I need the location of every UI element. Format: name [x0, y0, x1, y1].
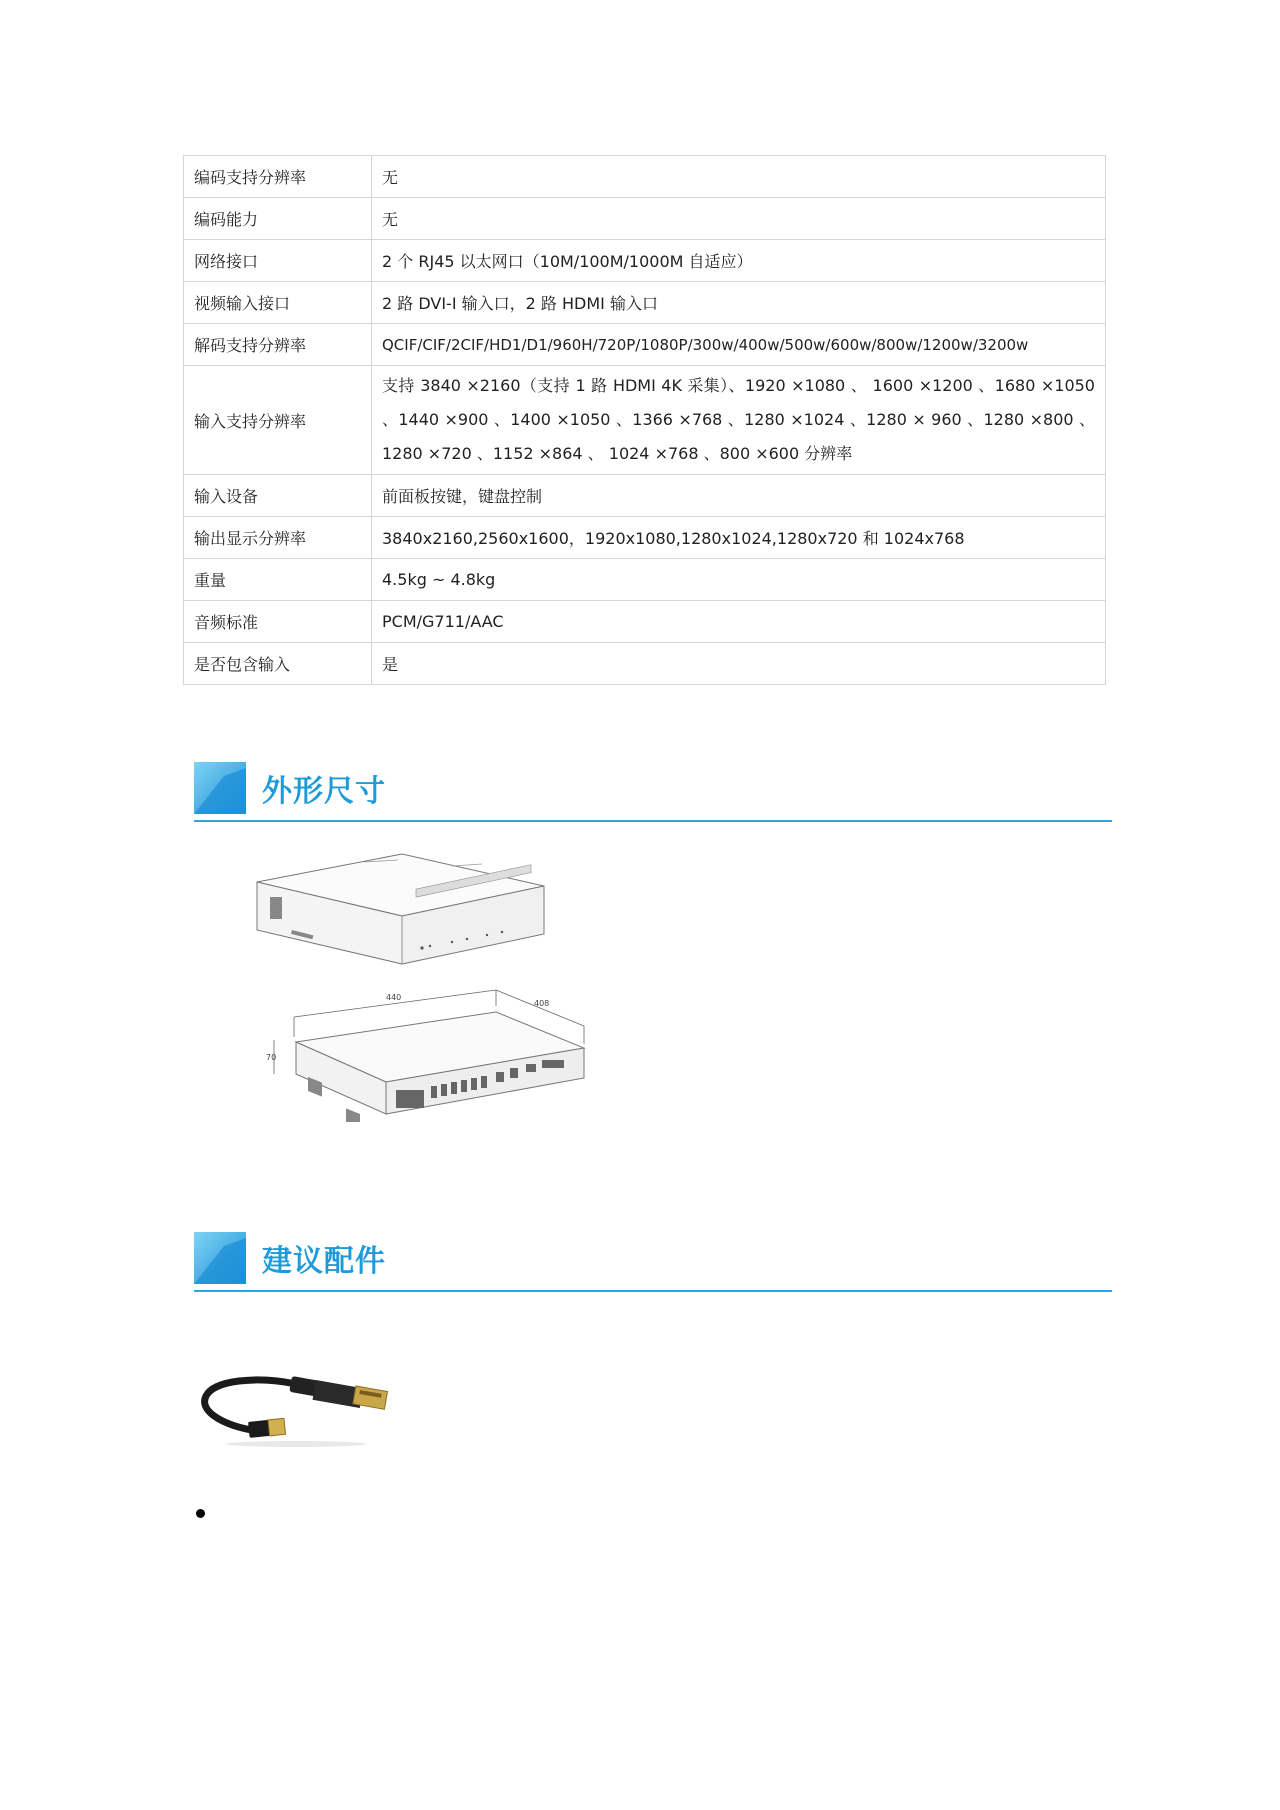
- spec-value: 无: [372, 198, 1106, 240]
- spec-key: 输出显示分辨率: [184, 517, 372, 559]
- spec-key: 输入支持分辨率: [184, 366, 372, 475]
- spec-value: 支持 3840 ×2160（支持 1 路 HDMI 4K 采集）、1920 ×1080 、 1600 ×1200 、1680 ×1050 、1440 ×900 、1400 ×1050 、1366 ×768 、1280 ×1024 、1280 × 960 、1280 ×800 、1280 ×720 、1152 ×864 、 1024 ×768 、800 ×600 分辨率: [372, 366, 1106, 475]
- section-divider: [194, 820, 1112, 822]
- section-badge-icon: [194, 1232, 246, 1284]
- spec-value: 3840x2160,2560x1600，1920x1080,1280x1024,1280x720 和 1024x768: [372, 517, 1106, 559]
- spec-row: [184, 324, 1106, 366]
- dimension-height-label: 70: [266, 1053, 277, 1062]
- dimension-width-label: 440: [386, 993, 402, 1002]
- spec-value: PCM/G711/AAC: [372, 601, 1106, 643]
- section-dimensions-header: [194, 762, 1112, 822]
- spec-row: [184, 601, 1106, 643]
- spec-row: [184, 366, 1106, 475]
- spec-value: QCIF/CIF/2CIF/HD1/D1/960H/720P/1080P/300w/400w/500w/600w/800w/1200w/3200w: [372, 324, 1106, 366]
- spec-value: 无: [372, 156, 1106, 198]
- spec-row: [184, 643, 1106, 685]
- spec-key: 音频标准: [184, 601, 372, 643]
- spec-row: [184, 559, 1106, 601]
- spec-key: 网络接口: [184, 240, 372, 282]
- spec-row: [184, 240, 1106, 282]
- hdmi-dvi-cable-image: [196, 1350, 401, 1450]
- dimension-depth-label: 408: [534, 999, 550, 1008]
- spec-value: 4.5kg ~ 4.8kg: [372, 559, 1106, 601]
- section-title: 外形尺寸: [262, 774, 386, 809]
- spec-value: 前面板按键，键盘控制: [372, 475, 1106, 517]
- spec-key: 编码支持分辨率: [184, 156, 372, 198]
- list-bullet: [196, 1509, 205, 1518]
- spec-key: 重量: [184, 559, 372, 601]
- spec-row: [184, 156, 1106, 198]
- spec-value: 是: [372, 643, 1106, 685]
- device-top-view: [252, 852, 552, 982]
- spec-key: 视频输入接口: [184, 282, 372, 324]
- spec-key: 解码支持分辨率: [184, 324, 372, 366]
- spec-key: 是否包含输入: [184, 643, 372, 685]
- spec-value: 2 路 DVI-I 输入口，2 路 HDMI 输入口: [372, 282, 1106, 324]
- section-accessories-header: [194, 1232, 1112, 1292]
- spec-table: [183, 155, 1106, 685]
- spec-value: 2 个 RJ45 以太网口（10M/100M/1000M 自适应）: [372, 240, 1106, 282]
- spec-row: [184, 198, 1106, 240]
- device-dimension-drawing: [266, 982, 596, 1122]
- section-badge-icon: [194, 762, 246, 814]
- spec-key: 输入设备: [184, 475, 372, 517]
- spec-key: 编码能力: [184, 198, 372, 240]
- spec-row: [184, 517, 1106, 559]
- spec-row: [184, 475, 1106, 517]
- section-title: 建议配件: [262, 1244, 386, 1279]
- section-divider: [194, 1290, 1112, 1292]
- spec-row: [184, 282, 1106, 324]
